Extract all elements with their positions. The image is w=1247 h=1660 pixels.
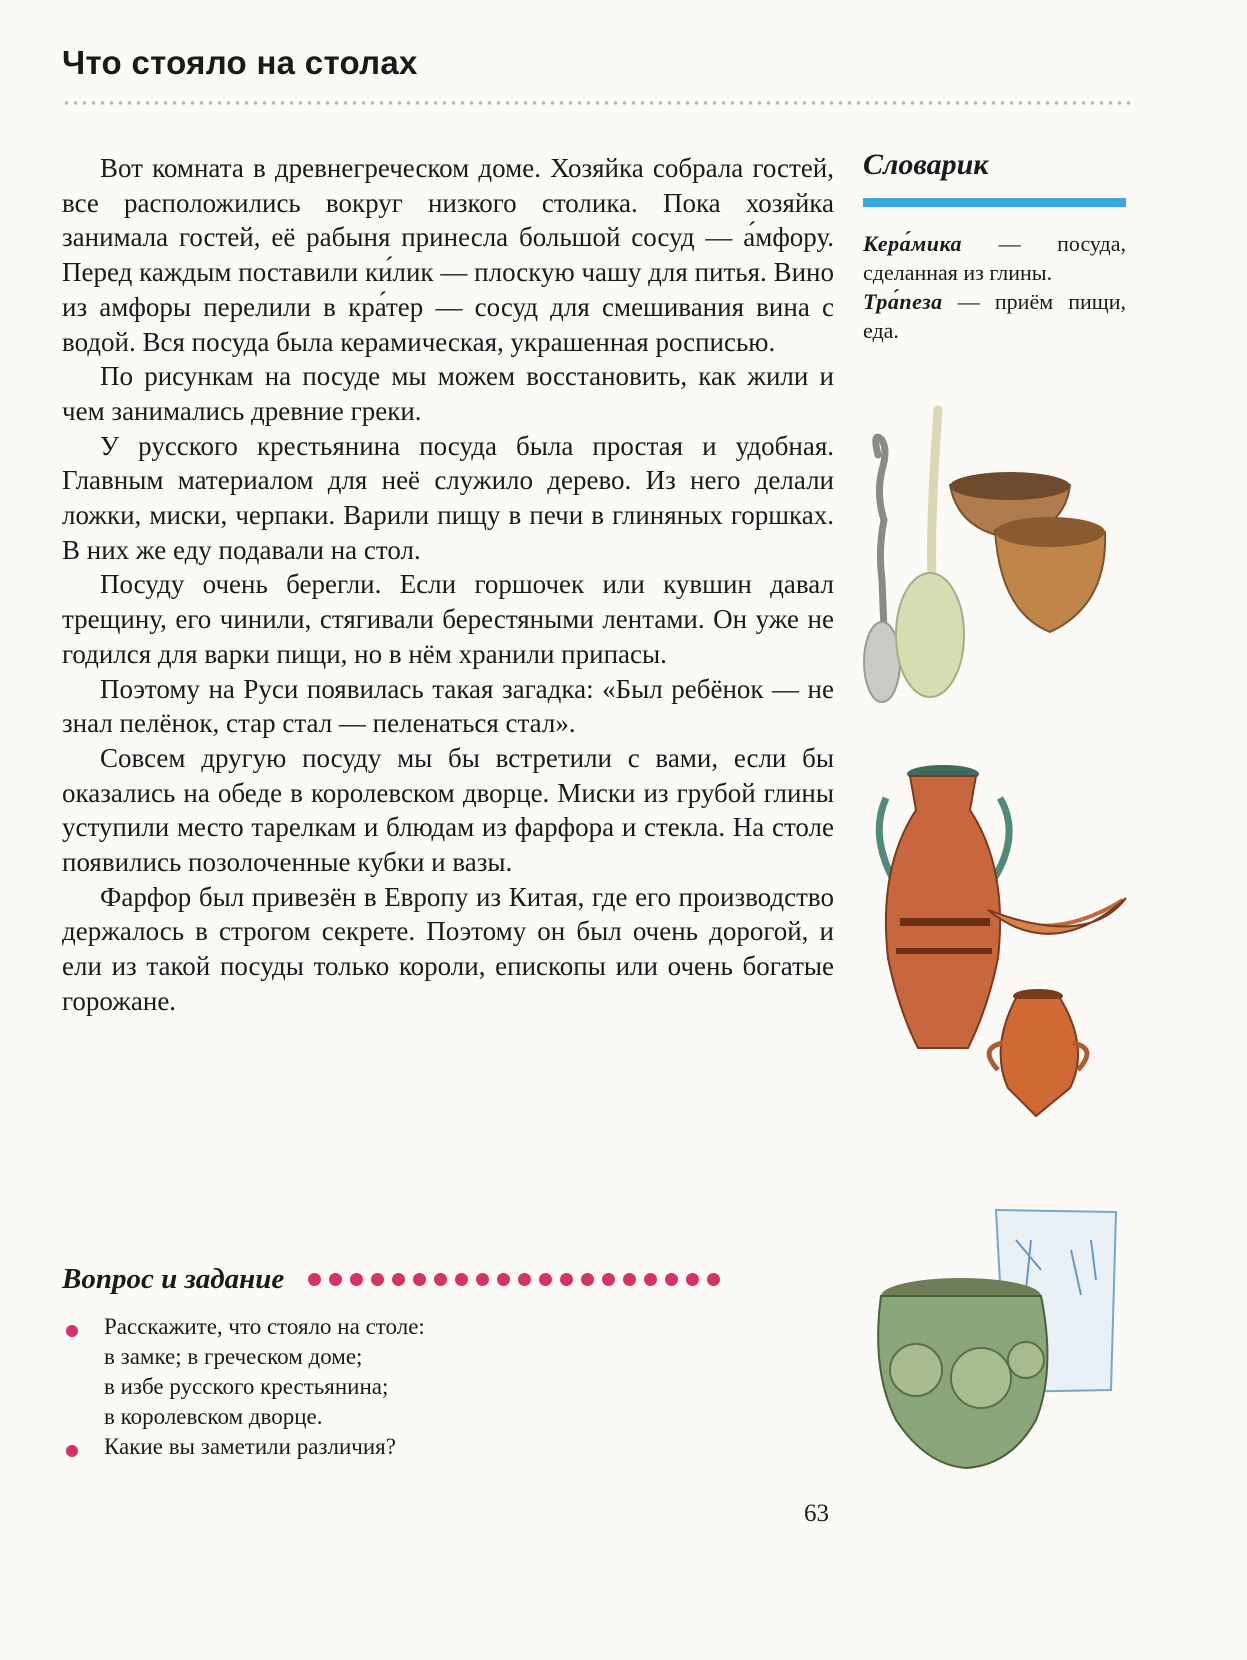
question-item [62, 1432, 762, 1462]
glossary-sidebar [863, 148, 1126, 345]
glossary-heading: Словарик [863, 148, 989, 181]
glossary-rule [863, 198, 1126, 207]
questions-list [62, 1312, 762, 1462]
decor-dot [560, 1273, 573, 1286]
glossary-term: Кера́мика [863, 231, 963, 256]
green-pot-and-glass-illustration [866, 1200, 1131, 1490]
paragraph-7: Фарфор был привезён в Европу из Китая, где его производство держалось в строгом секрете. Поэтому он был очень дорогой, и ели из такой посуды только короли, епископы или очень богатые горожане. [62, 881, 834, 1016]
glossary-entry-keramika [863, 229, 1126, 287]
bullet-dot-icon [66, 1325, 78, 1337]
page-number: 63 [804, 1500, 829, 1527]
questions-dot-row [308, 1273, 720, 1286]
decor-dot [371, 1273, 384, 1286]
decor-dot [602, 1273, 615, 1286]
glossary-entry-trapeza [863, 287, 1126, 345]
glossary-definition: — приём пищи, еда. [863, 289, 1126, 343]
title-dotted-rule [62, 100, 1130, 106]
glossary-term: Тра́пеза [863, 289, 943, 314]
decor-dot [518, 1273, 531, 1286]
decor-dot [644, 1273, 657, 1286]
decor-dot [350, 1273, 363, 1286]
greek-pottery-illustration [858, 758, 1133, 1138]
question-line: Какие вы заметили различия? [104, 1434, 396, 1459]
question-item [62, 1312, 762, 1432]
spoons-and-bowls-illustration [860, 400, 1130, 710]
decor-dot [434, 1273, 447, 1286]
paragraph-1: Вот комната в древнегреческом доме. Хозяйка собрала гостей, все расположились вокруг низкого столика. Пока хозяйка занимала гостей, её рабыня принесла большой сосуд — а́мфору. Перед каждым поставили ки́лик — плоскую чашу для питья. Вино из амфоры перелили в кра́тер — сосуд для смешивания вина с водой. Вся посуда была керамическая, украшенная росписью. [62, 153, 834, 357]
question-line: в королевском дворце. [104, 1404, 323, 1429]
decor-dot [329, 1273, 342, 1286]
decor-dot [308, 1273, 321, 1286]
page-title: Что стояло на столах [62, 44, 418, 81]
paragraph-2: По рисункам на посуде мы можем восстановить, как жили и чем занимались древние греки. [62, 361, 834, 426]
question-line: Расскажите, что стояло на столе: [104, 1314, 425, 1339]
decor-dot [665, 1273, 678, 1286]
decor-dot [497, 1273, 510, 1286]
paragraph-3: У русского крестьянина посуда была простая и удобная. Главным материалом для неё служило дерево. Из него делали ложки, миски, черпаки. Варили пищу в печи в глиняных горшках. В них же еду подавали на стол. [62, 430, 834, 565]
questions-heading: Вопрос и задание [62, 1263, 285, 1295]
paragraph-6: Совсем другую посуду мы бы встретили с вами, если бы оказались на обеде в королевском дворце. Миски из грубой глины уступили место тарелкам и блюдам из фарфора и стекла. На столе появились позолоченные кубки и вазы. [62, 742, 834, 878]
question-line: в избе русского крестьянина; [104, 1374, 389, 1399]
decor-dot [413, 1273, 426, 1286]
main-text [62, 151, 834, 1019]
questions-header [62, 1263, 720, 1296]
decor-dot [686, 1273, 699, 1286]
decor-dot [392, 1273, 405, 1286]
question-line: в замке; в греческом доме; [104, 1344, 363, 1369]
decor-dot [623, 1273, 636, 1286]
decor-dot [455, 1273, 468, 1286]
decor-dot [707, 1273, 720, 1286]
glossary-definition: — посуда, сделанная из глины. [863, 231, 1126, 285]
decor-dot [539, 1273, 552, 1286]
decor-dot [581, 1273, 594, 1286]
decor-dot [476, 1273, 489, 1286]
paragraph-5: Поэтому на Руси появилась такая загадка: «Был ребёнок — не знал пелёнок, стар стал — пеленаться стал». [62, 673, 834, 739]
paragraph-4: Посуду очень берегли. Если горшочек или кувшин давал трещину, его чинили, стягивали берестяными лентами. Он уже не годился для варки пищи, но в нём хранили припасы. [62, 569, 834, 669]
bullet-dot-icon [66, 1445, 78, 1457]
